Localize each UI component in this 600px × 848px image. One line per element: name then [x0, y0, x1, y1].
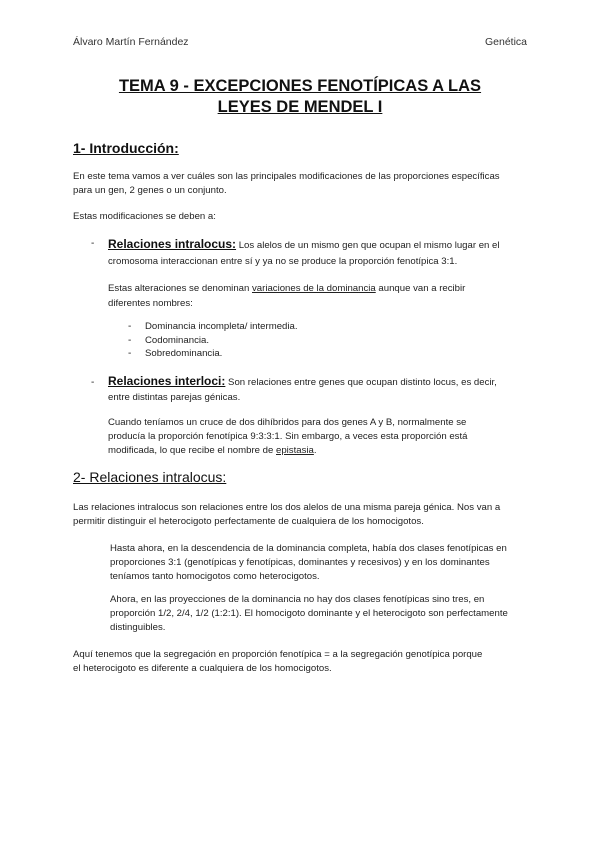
subitem-incomplete-dominance: Dominancia incompleta/ intermedia.: [145, 321, 298, 332]
modifications-text: Estas modificaciones se deben a:: [73, 211, 216, 222]
section-1-heading: 1- Introducción:: [73, 140, 179, 156]
dominance-variations-term: variaciones de la dominancia: [252, 283, 376, 294]
page-header: [73, 36, 527, 50]
intro-line-1: En este tema vamos a ver cuáles son las principales modificaciones de las proporciones específicas: [73, 171, 500, 182]
epistasis-line-3: modificada, lo que recibe el nombre de: [108, 445, 274, 456]
header-author: Álvaro Martín Fernández: [73, 36, 189, 48]
interloci-term: Relaciones interloci:: [108, 374, 226, 388]
dominance-text-after: aunque van a recibir: [378, 283, 466, 294]
intralocus-term: Relaciones intralocus:: [108, 237, 237, 251]
interloci-text-2: entre distintas parejas génicas.: [108, 392, 241, 403]
s2-p2-line-1: Hasta ahora, en la descendencia de la dominancia completa, había dos clases fenotípicas en: [110, 543, 507, 554]
epistasis-period: .: [313, 445, 317, 456]
subitem-dash: -: [128, 335, 132, 346]
section-2-paragraph-3: [110, 593, 508, 635]
s2-p3-line-2: proporción 1/2, 2/4, 1/2 (1:2:1). El homocigoto dominante y el heterocigoto son perfectamente: [110, 608, 508, 619]
dominance-text-before: Estas alteraciones se denominan: [108, 283, 250, 294]
subitem-dash: -: [128, 348, 132, 359]
dominance-variations-paragraph: [108, 281, 465, 311]
interloci-item: [108, 374, 497, 405]
epistasis-term: epistasia: [276, 445, 314, 456]
epistasis-line-1: Cuando teníamos un cruce de dos dihíbridos para dos genes A y B, normalmente se: [108, 417, 467, 428]
intro-paragraph: [73, 170, 500, 198]
section-2-paragraph-2: [110, 542, 507, 584]
s2-p1-line-2: permitir distinguir el heterocigoto perfectamente de cualquiera de los homocigotos.: [73, 516, 424, 527]
section-2-paragraph-1: [73, 501, 500, 529]
title-line-1: TEMA 9 - EXCEPCIONES FENOTÍPICAS A LAS: [118, 77, 482, 95]
s2-p2-line-3: teníamos tanto homocigotos como heterocigotos.: [110, 571, 320, 582]
s2-p3-line-1: Ahora, en las proyecciones de la dominancia no hay dos clases fenotípicas sino tres, en: [110, 594, 485, 605]
s2-p1-line-1: Las relaciones intralocus son relaciones entre los dos alelos de una misma pareja génica. Nos van a: [73, 502, 501, 513]
subitem-overdominance: Sobredominancia.: [145, 348, 223, 359]
intro-line-2: para un gen, 2 genes o un conjunto.: [73, 185, 227, 196]
intralocus-text-1: Los alelos de un mismo gen que ocupan el mismo lugar en el: [238, 240, 500, 251]
s2-p4-line-2: el heterocigoto es diferente a cualquiera de los homocigotos.: [73, 663, 332, 674]
s2-p4-line-1: Aquí tenemos que la segregación en proporción fenotípica = a la segregación genotípica porque: [73, 649, 483, 660]
header-subject: Genética: [484, 36, 527, 48]
title-line-2: LEYES DE MENDEL I: [217, 98, 383, 116]
epistasis-line-2: producía la proporción fenotípica 9:3:3:1. Sin embargo, a veces esta proporción está: [108, 431, 468, 442]
bullet-dash: -: [91, 377, 95, 388]
dominance-text-line-2: diferentes nombres:: [108, 298, 193, 309]
bullet-dash: -: [91, 238, 95, 249]
s2-p2-line-2: proporciones 3:1 (genotípicas y fenotípicas, dominantes y recesivos) y en los dominantes: [110, 557, 490, 568]
intralocus-item: [108, 236, 500, 270]
subitem-codominance: Codominancia.: [145, 335, 209, 346]
document-title: [60, 76, 540, 118]
subitem-dash: -: [128, 321, 132, 332]
section-2-heading: 2- Relaciones intralocus:: [73, 469, 227, 485]
intralocus-text-2: cromosoma interaccionan entre sí y ya no se produce la proporción fenotípica 3:1.: [108, 256, 458, 267]
section-2-paragraph-4: [73, 648, 482, 676]
interloci-text-1: Son relaciones entre genes que ocupan distinto locus, es decir,: [228, 377, 497, 388]
epistasis-paragraph: [108, 416, 467, 458]
s2-p3-line-3: distinguibles.: [110, 622, 166, 633]
